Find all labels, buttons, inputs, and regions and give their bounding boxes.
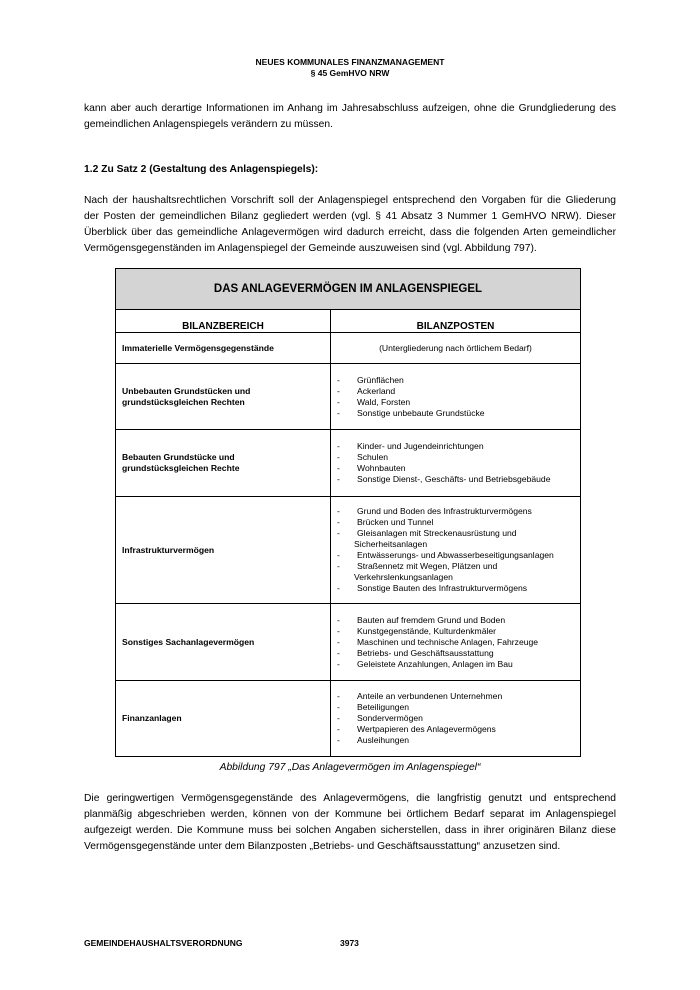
footer-title: GEMEINDEHAUSHALTSVERORDNUNG: [84, 938, 243, 948]
intro-paragraph: [84, 101, 616, 133]
list-item: - Sondervermögen: [337, 713, 580, 724]
anlagenspiegel-table: [115, 268, 581, 757]
list-item: - Kunstgegenstände, Kulturdenkmäler: [337, 626, 580, 637]
text-line: Vermögensgegenständen im Anlagenspiegel der Gemeinde auszuweisen sind (vgl. Abbildung 797).: [84, 243, 537, 254]
list-item: - Schulen: [337, 452, 580, 463]
bilanzposten-cell: [331, 333, 581, 364]
text-line: Überblick über das gemeindliche Anlagevermögen wird dadurch erreicht, dass die folgenden Arten gemeindlicher: [84, 227, 616, 238]
list-item: - Sonstige Bauten des Infrastrukturvermögens: [337, 583, 580, 594]
item-text: Straßennetz mit Wegen, Plätzen und: [357, 561, 498, 571]
text-line: planmäßig abgeschrieben werden, können von der Kommune bei örtlichem Bedarf separat im Anlagenspiegel: [84, 809, 616, 820]
list-item: [337, 561, 580, 583]
list-item: - Wald, Forsten: [337, 397, 580, 408]
text-line: Vermögensgegenstände unter dem Bilanzposten „Betriebs- und Geschäftsausstattung“ anzusetzen sind.: [84, 841, 561, 852]
area-label: Sonstiges Sachanlagevermögen: [122, 636, 255, 647]
area-label: Infrastrukturvermögen: [122, 544, 215, 555]
body-paragraph-1: [84, 193, 616, 257]
bilanzbereich-cell: [116, 681, 331, 757]
list-item: - Entwässerungs- und Abwasserbeseitigungsanlagen: [337, 550, 580, 561]
list-item: - Wohnbauten: [337, 463, 580, 474]
area-label: grundstücksgleichen Rechten: [122, 396, 245, 407]
header-title: NEUES KOMMUNALES FINANZMANAGEMENT: [255, 57, 445, 67]
list-item: - Ausleihungen: [337, 735, 580, 746]
page-header: [0, 57, 700, 79]
list-item: - Brücken und Tunnel: [337, 517, 580, 528]
list-item: - Wertpapieren des Anlagevermögens: [337, 724, 580, 735]
item-continuation: Sicherheitsanlagen: [354, 539, 428, 549]
list-item: - Sonstige Dienst-, Geschäfts- und Betriebsgebäude: [337, 474, 580, 485]
text-line: der Posten der gemeindlichen Bilanz gegliedert werden (vgl. § 41 Absatz 3 Nummer 1 GemHVO NRW). Dieser: [84, 211, 616, 222]
text-line: Nach der haushaltsrechtlichen Vorschrift soll der Anlagenspiegel entsprechend den Vorgaben für die Gliederung: [84, 195, 616, 206]
bilanzbereich-cell: [116, 497, 331, 604]
table-row: [116, 333, 581, 364]
text-line: aufgezeigt werden. Die Kommune muss bei solchen Angaben sicherstellen, dass in ihrer originären Bilanz diese: [84, 825, 616, 836]
list-item: - Grünflächen: [337, 375, 580, 386]
area-label: Immaterielle Vermögensgegenstände: [122, 342, 274, 353]
list-item: - Betriebs- und Geschäftsausstattung: [337, 648, 580, 659]
page-number: 3973: [340, 938, 359, 948]
list-item: - Grund und Boden des Infrastrukturvermögens: [337, 506, 580, 517]
item-text: Gleisanlagen mit Streckenausrüstung und: [357, 528, 517, 538]
area-label: Finanzanlagen: [122, 713, 182, 723]
column-header-bilanzbereich: BILANZBEREICH: [116, 310, 331, 333]
figure-caption: Abbildung 797 „Das Anlagevermögen im Anlagenspiegel“: [219, 762, 481, 773]
table-row: [116, 497, 581, 604]
section-heading: 1.2 Zu Satz 2 (Gestaltung des Anlagenspiegels):: [84, 164, 319, 175]
text-line: gemeindlichen Anlagenspiegels verändern zu müssen.: [84, 119, 334, 130]
header-subtitle: § 45 GemHVO NRW: [310, 68, 390, 78]
list-item: [337, 528, 580, 550]
list-item: - Sonstige unbebaute Grundstücke: [337, 408, 580, 419]
area-label: Bebauten Grundstücke und: [122, 452, 235, 462]
bilanzbereich-cell: [116, 333, 331, 364]
list-item: - Anteile an verbundenen Unternehmen: [337, 691, 580, 702]
column-header-bilanzposten: BILANZPOSTEN: [331, 310, 581, 333]
note-text: (Untergliederung nach örtlichem Bedarf): [379, 343, 532, 353]
text-line: Die geringwertigen Vermögensgegenstände des Anlagevermögens, die langfristig genutzt und entsprechend: [84, 793, 616, 804]
table-row: [116, 430, 581, 497]
bilanzposten-cell: [331, 604, 581, 681]
area-label: grundstücksgleichen Rechte: [122, 463, 240, 473]
area-label: Unbebauten Grundstücken und: [122, 385, 251, 396]
list-item: - Beteiligungen: [337, 702, 580, 713]
bilanzbereich-cell: [116, 364, 331, 430]
table-row: [116, 364, 581, 430]
list-item: - Bauten auf fremdem Grund und Boden: [337, 615, 580, 626]
bilanzposten-cell: [331, 681, 581, 757]
table-row: [116, 681, 581, 757]
bilanzbereich-cell: [116, 604, 331, 681]
bilanzposten-cell: [331, 364, 581, 430]
bilanzbereich-cell: [116, 430, 331, 497]
body-paragraph-2: [84, 791, 616, 855]
list-item: - Ackerland: [337, 386, 580, 397]
table-title: DAS ANLAGEVERMÖGEN IM ANLAGENSPIEGEL: [116, 269, 581, 310]
bilanzposten-cell: [331, 430, 581, 497]
list-item: - Geleistete Anzahlungen, Anlagen im Bau: [337, 659, 580, 670]
text-line: kann aber auch derartige Informationen im Anhang im Jahresabschluss aufzeigen, ohne die Grundgliederung des: [84, 103, 616, 114]
item-continuation: Verkehrslenkungsanlagen: [354, 572, 453, 582]
list-item: - Maschinen und technische Anlagen, Fahrzeuge: [337, 637, 580, 648]
table-row: [116, 604, 581, 681]
bilanzposten-cell: [331, 497, 581, 604]
list-item: - Kinder- und Jugendeinrichtungen: [337, 441, 580, 452]
